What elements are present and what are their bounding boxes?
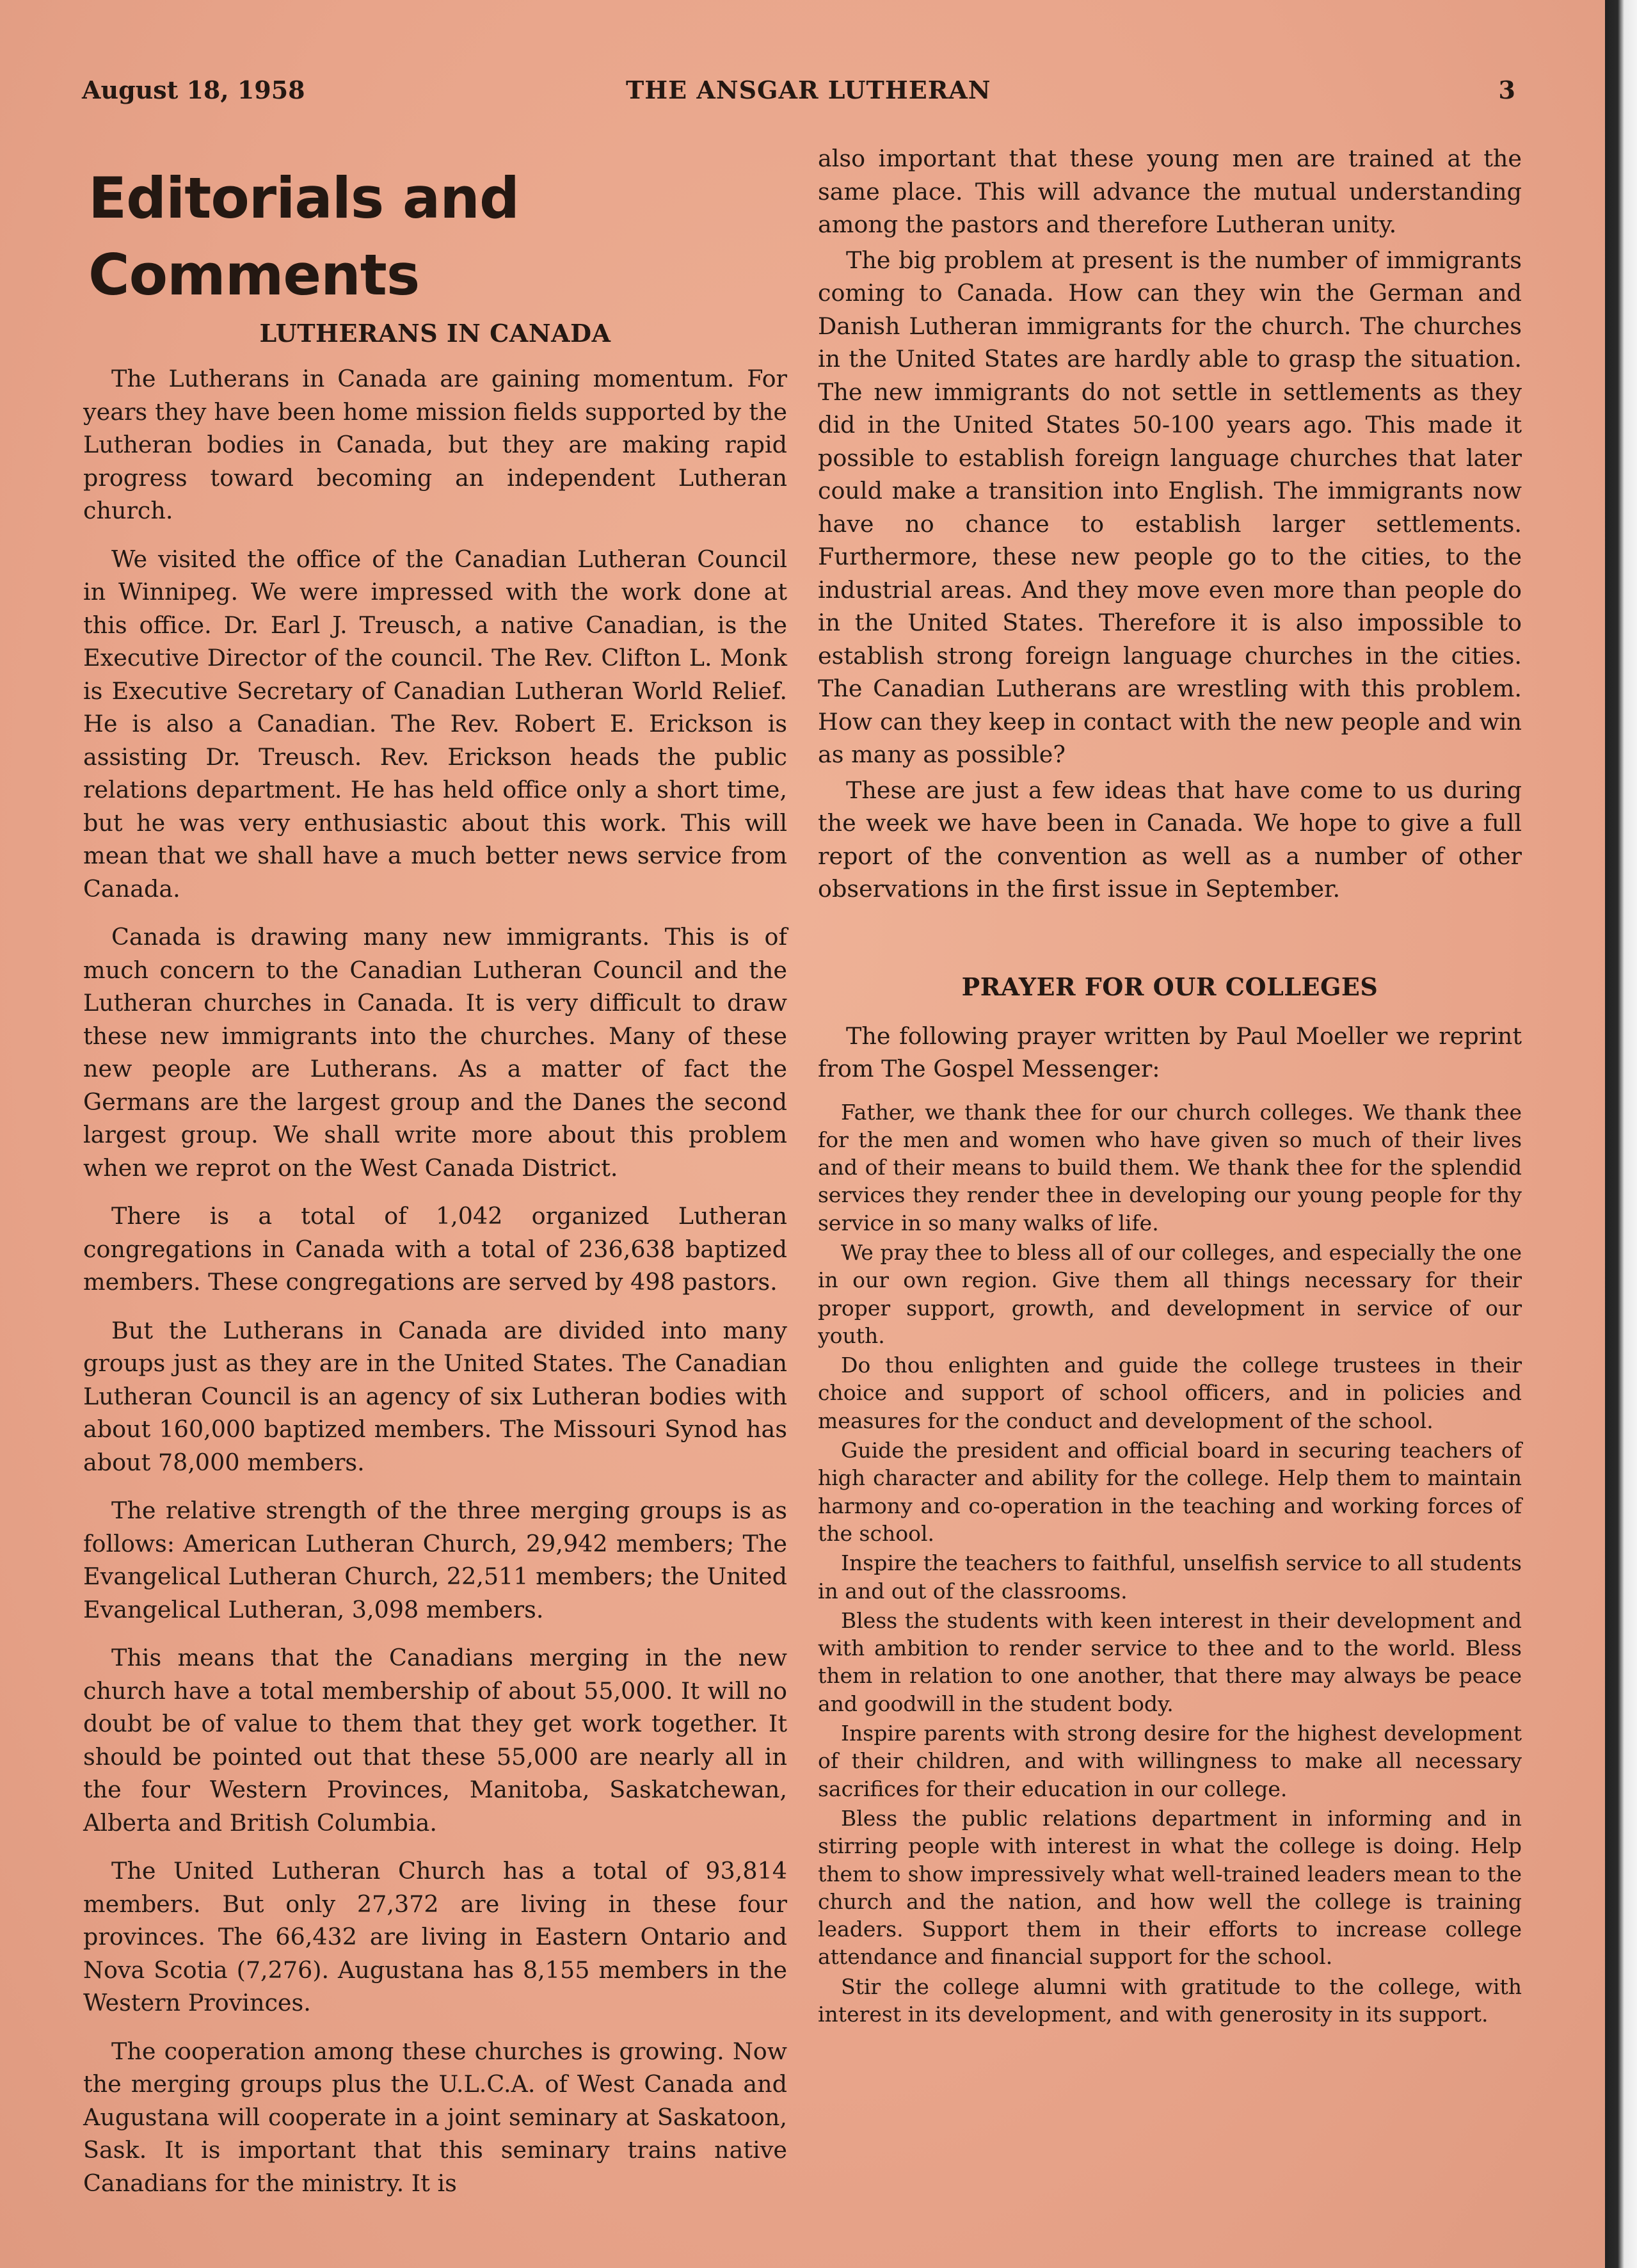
article-paragraph: There is a total of 1,042 organized Lutheran congregations in Canada with a total of 236,638 baptized members. These congregations are served by 498 pastors. [83,1202,787,1296]
prayer-paragraph: Stir the college alumni with gratitude to the college, with interest in its development, and with generosity in its support. [818,1974,1522,2027]
left-column [83,160,787,2215]
prayer-text [818,1098,1522,2029]
prayer-paragraph: Bless the students with keen interest in their development and with ambition to render service to thee and to the world. Bless them in relation to one another, that there may always be peace and goodwill in the student body. [818,1607,1522,1716]
prayer-paragraph: Bless the public relations department in informing and in stirring people with interest in what the college is doing. Help them to show impressively what well-trained leaders mean to the church and the nation, and how well the college is training leaders. Support them in their efforts to increase college attendance and financial support for the school. [818,1805,1522,1970]
page-header [82,76,1515,114]
article-paragraph: The relative strength of the three merging groups is as follows: American Lutheran Church, 29,942 members; The Evangelical Lutheran Church, 22,511 members; the United Evangelical Lutheran, 3,098 members. [83,1497,787,1623]
article-paragraph: The cooperation among these churches is growing. Now the merging groups plus the U.L.C.A. of West Canada and Augustana will cooperate in a joint seminary at Saskatoon, Sask. It is important that this seminary trains native Canadians for the ministry. It is [83,2037,787,2197]
page-number: 3 [1498,76,1515,104]
article-paragraph: The Lutherans in Canada are gaining momentum. For years they have been home mission fields supported by the Lutheran bodies in Canada, but they are making rapid progress toward becoming an independent Lutheran church. [83,365,787,524]
issue-date: August 18, 1958 [82,76,305,104]
article-heading-lutherans-in-canada: LUTHERANS IN CANADA [259,319,611,348]
prayer-paragraph: Father, we thank thee for our church colleges. We thank thee for the men and women who have given so much of their lives and of their means to build them. We thank thee for the splendid services they render thee in developing our young people for thy service in so many walks of life. [818,1099,1522,1235]
prayer-paragraph: Guide the president and official board in securing teachers of high character and ability for the college. Help them to maintain harmony and co-operation in the teaching and working forces of the school. [818,1438,1522,1546]
article-heading-prayer: PRAYER FOR OUR COLLEGES [961,972,1378,1001]
article-continuation: also important that these young men are trained at the same place. This will advance the mutual understanding among the pastors and therefore Lutheran unity. [818,145,1522,238]
section-spacer [818,921,1522,971]
right-column [818,142,1522,2030]
masthead: THE ANSGAR LUTHERAN [626,76,991,104]
page-title: Editorials and Comments [88,165,519,308]
prayer-paragraph: Inspire parents with strong desire for the highest development of their children, and with willingness to make all necessary sacrifices for their education in our college. [818,1721,1522,1801]
article-paragraph: We visited the office of the Canadian Lutheran Council in Winnipeg. We were impressed with the work done at this office. Dr. Earl J. Treusch, a native Canadian, is the Executive Director of the council. The Rev. Clifton L. Monk is Executive Secretary of Canadian Lutheran World Relief. He is also a Canadian. The Rev. Robert E. Erickson is assisting Dr. Treusch. Rev. Erickson heads the public relations department. He has held office only a short time, but he was very enthusiastic about this work. This will mean that we shall have a much better news service from Canada. [83,545,787,903]
article-paragraph: Canada is drawing many new immigrants. This is of much concern to the Canadian Lutheran Council and the Lutheran churches in Canada. It is very difficult to draw these new immigrants into the churches. Many of these new people are Lutherans. As a matter of fact the Germans are the largest group and the Danes the second largest group. We shall write more about this problem when we reprot on the West Canada District. [83,923,787,1182]
prayer-paragraph: Inspire the teachers to faithful, unselfish service to all students in and out of the classrooms. [818,1550,1522,1604]
prayer-paragraph: Do thou enlighten and guide the college trustees in their choice and support of school officers, and in policies and measures for the conduct and development of the school. [818,1353,1522,1433]
prayer-intro: The following prayer written by Paul Moeller we reprint from The Gospel Messenger: [818,1022,1522,1082]
prayer-paragraph: We pray thee to bless all of our colleges, and especially the one in our own region. Give them all things necessary for their proper support, growth, and development in service of our youth. [818,1239,1522,1348]
article-paragraph: But the Lutherans in Canada are divided into many groups just as they are in the United States. The Canadian Lutheran Council is an agency of six Lutheran bodies with about 160,000 baptized members. The Missouri Synod has about 78,000 members. [83,1316,787,1476]
article-paragraph: These are just a few ideas that have come to us during the week we have been in Canada. We hope to give a full report of the convention as well as a number of other observations in the first issue in September. [818,776,1522,903]
scan-background-edge [1605,0,1637,2268]
article-paragraph: The big problem at present is the number of immigrants coming to Canada. How can they win the German and Danish Lutheran immigrants for the church. The churches in the United States are hardly able to grasp the situation. The new immigrants do not settle in settlements as they did in the United States 50-100 years ago. This made it possible to establish foreign language churches that later could make a transition into English. The immigrants now have no chance to establish larger settlements. Furthermore, these new people go to the cities, to the industrial areas. And they move even more than people do in the United States. Therefore it is also impossible to establish strong foreign language churches in the cities. The Canadian Lutherans are wrestling with this problem. How can they keep in contact with the new people and win as many as possible? [818,246,1522,768]
article-paragraph: The United Lutheran Church has a total of 93,814 members. But only 27,372 are living in these four provinces. The 66,432 are living in Eastern Ontario and Nova Scotia (7,276). Augustana has 8,155 members in the Western Provinces. [83,1857,787,2016]
article-paragraph: This means that the Canadians merging in the new church have a total membership of about 55,000. It will no doubt be of value to them that they get work together. It should be pointed out that these 55,000 are nearly all in the four Western Provinces, Manitoba, Saskatchewan, Alberta and British Columbia. [83,1644,787,1837]
